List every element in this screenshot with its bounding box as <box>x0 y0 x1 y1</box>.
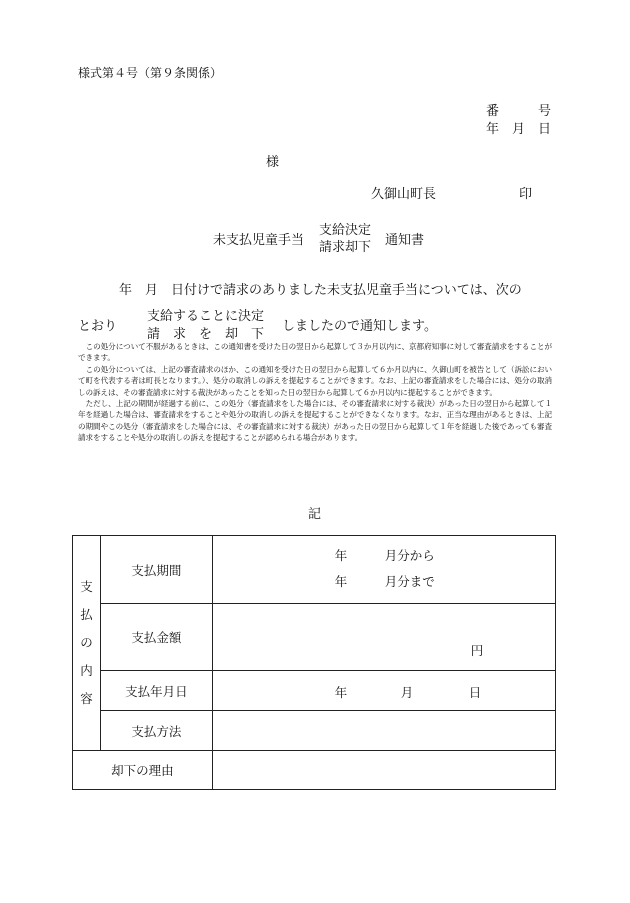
body-line-2-suffix: しましたので通知します。 <box>282 319 437 334</box>
group-label-char: の <box>80 635 93 650</box>
notice-paragraph-3: ただし、上記の期間が経過する前に、この処分（審査請求をした場合には、その審査請求に対する裁決）があった日の翌日から起算して１年を経過した場合は、審査請求をすることや処分の取消しの訴えを提起することができなくなります。なお、正当な理由があるときは、上記の期間やこの処分（審査請求をした場合には、その審査請求に対する裁決）があった日の翌日から起算して１年を経過した後であっても審査請求をすることや処分の取消しの訴えを提起することが認められる場合があります。 <box>78 399 552 443</box>
document-number-label: 番 号 <box>486 104 552 119</box>
title-subject: 未支払児童手当 <box>213 233 305 248</box>
table-row <box>73 751 556 790</box>
amount-unit: 円 <box>470 643 484 658</box>
group-label-char: 内 <box>80 663 93 678</box>
group-label-char: 支 <box>80 579 93 594</box>
group-label-char: 払 <box>80 607 93 622</box>
appeal-notice <box>78 341 552 444</box>
payment-period-field[interactable] <box>212 536 555 604</box>
title-suffix: 通知書 <box>385 233 425 248</box>
record-heading: 記 <box>308 507 322 522</box>
date-month: 月 <box>400 685 414 700</box>
body-line-1: 年 月 日付けで請求のありました未支払児童手当については、次の <box>119 283 522 298</box>
payment-method-field[interactable] <box>212 711 555 751</box>
payment-date-label: 支払年月日 <box>100 671 212 711</box>
table-row <box>73 711 556 751</box>
period-to: 年 月分まで <box>334 574 435 589</box>
notice-paragraph-2: この処分については、上記の審査請求のほか、この通知を受けた日の翌日から起算して６か月以内に、久御山町を被告として（訴訟において町を代表する者は町長となります。）、処分の取消しの訴えを提起することができます。なお、上記の審査請求をした場合には、処分の取消しの訴えは、その審査請求に対する裁決があったことを知った日の翌日から起算して６か月以内に提起することができます。 <box>78 364 552 397</box>
payment-period-label: 支払期間 <box>100 536 212 604</box>
title-option-grant: 支給決定 <box>319 223 372 238</box>
payment-method-label: 支払方法 <box>100 711 212 751</box>
table-row <box>73 671 556 711</box>
document-date-label: 年 月 日 <box>486 122 552 137</box>
date-year: 年 <box>334 685 348 700</box>
body-option-reject: 請 求 を 却 下 <box>147 327 265 342</box>
seal-mark: 印 <box>519 187 533 202</box>
payment-date-field[interactable] <box>212 671 555 711</box>
rejection-reason-label: 却下の理由 <box>73 751 213 790</box>
body-option-grant: 支給することに決定 <box>147 309 265 324</box>
payment-amount-label: 支払金額 <box>100 604 212 671</box>
date-day: 日 <box>468 685 482 700</box>
period-from: 年 月分から <box>334 548 435 563</box>
form-number: 様式第４号（第９条関係） <box>78 66 223 80</box>
addressee-suffix: 様 <box>266 155 280 170</box>
table-row <box>73 604 556 671</box>
body-line-2-prefix: とおり <box>78 319 118 334</box>
title-option-reject: 請求却下 <box>319 240 372 255</box>
table-row <box>73 536 556 604</box>
group-label-char: 容 <box>80 691 93 706</box>
payment-amount-field[interactable] <box>212 604 555 671</box>
issuer-name: 久御山町長 <box>371 187 437 202</box>
payment-details-table <box>72 535 556 790</box>
notice-paragraph-1: この処分について不服があるときは、この通知書を受けた日の翌日から起算して３か月以内に、京都府知事に対して審査請求をすることができます。 <box>78 342 552 363</box>
payment-content-group-label <box>73 536 101 751</box>
rejection-reason-field[interactable] <box>212 751 555 790</box>
